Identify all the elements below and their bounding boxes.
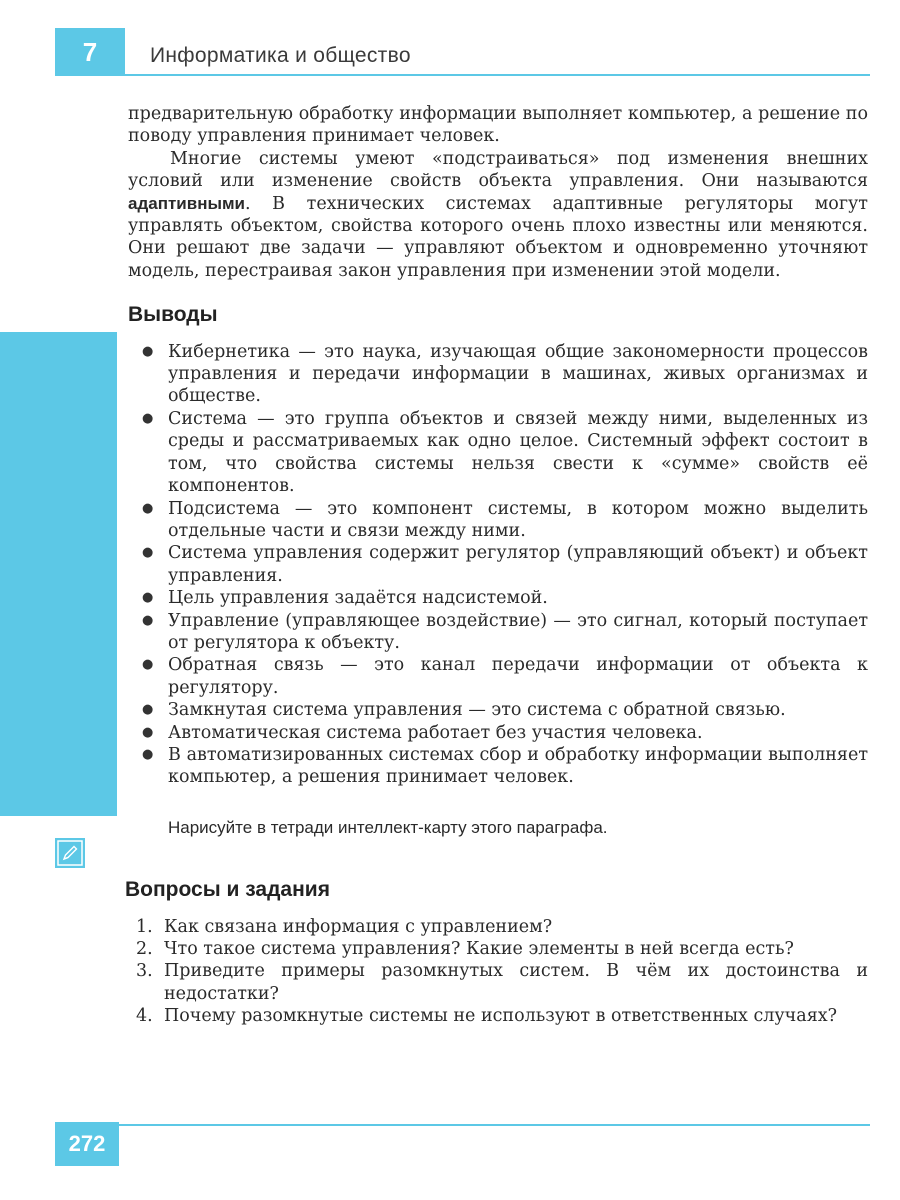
list-item: ● Обратная связь — это канал передачи информации от объекта к регулятору. [168, 654, 868, 699]
conclusions-list [128, 341, 868, 789]
question-text: Как связана информация с управлением? [164, 916, 553, 937]
question-text: Что такое система управления? Какие элементы в ней всегда есть? [164, 939, 794, 959]
question-number: 4. [136, 1006, 153, 1027]
intro-paragraph-2 [128, 148, 868, 282]
running-title: Информатика и общество [150, 44, 411, 67]
side-accent-band [0, 332, 117, 816]
intro-paragraph-1: предварительную обработку информации выполняет компьютер, а решение по поводу управления принимает человек. [128, 104, 868, 147]
header-rule [125, 74, 870, 76]
question-item [136, 916, 868, 938]
page-content [125, 103, 868, 1028]
question-number: 3. [136, 961, 153, 982]
conclusions-title: Выводы [128, 303, 218, 327]
list-item: ● В автоматизированных системах сбор и обработку информации выполняет компьютер, а решения принимает человек. [168, 744, 868, 789]
term-adaptive: адаптивными [128, 193, 246, 213]
question-number: 2. [136, 939, 153, 959]
footer-rule [119, 1124, 870, 1126]
chapter-number-tab: 7 [55, 28, 125, 76]
list-item: ● Кибернетика — это наука, изучающая общие закономерности процессов управления и передачи информации в машинах, живых организмах и обществе. [168, 341, 868, 408]
question-text: Приведите примеры разомкнутых систем. В чём их достоинства и недостатки? [164, 961, 868, 1004]
list-item: ● Замкнутая система управления — это система с обратной связью. [168, 699, 868, 721]
list-item: ● Система управления содержит регулятор (управляющий объект) и объект управления. [168, 542, 868, 587]
list-item: ● Подсистема — это компонент системы, в котором можно выделить отдельные части и связи между ними. [168, 498, 868, 543]
para2-text-start: Многие системы умеют «подстраиваться» под изменения внешних условий или изменение свойств объекта управления. Они называются [128, 148, 868, 192]
question-item [136, 960, 868, 1005]
page-number: 272 [55, 1122, 119, 1166]
question-text: Почему разомкнутые системы не используют в ответственных случаях? [164, 1006, 837, 1027]
pencil-icon [55, 838, 85, 868]
list-item: ● Управление (управляющее воздействие) — это сигнал, который поступает от регулятора к объекту. [168, 610, 868, 655]
task-text: Нарисуйте в тетради интеллект-карту этого параграфа. [168, 817, 608, 837]
questions-list [128, 916, 868, 1028]
list-item: ● Система — это группа объектов и связей между ними, выделенных из среды и рассматриваемых как одно целое. Системный эффект состоит в том, что свойства системы нельзя свести к «сумме» свойств её компонентов. [168, 408, 868, 498]
question-item [136, 938, 868, 960]
question-item [136, 1005, 868, 1027]
list-item: ● Автоматическая система работает без участия человека. [168, 722, 868, 744]
para2-text-end: . В технических системах адаптивные регуляторы могут управлять объектом, свойства которого очень плохо известны или меняются. Они решают две задачи — управляют объектом и одновременно уточняют модель, перестраивая закон управления при изменении этой модели. [128, 193, 868, 281]
question-number: 1. [136, 916, 153, 937]
list-item: ● Цель управления задаётся надсистемой. [168, 587, 868, 609]
questions-title: Вопросы и задания [125, 878, 330, 902]
